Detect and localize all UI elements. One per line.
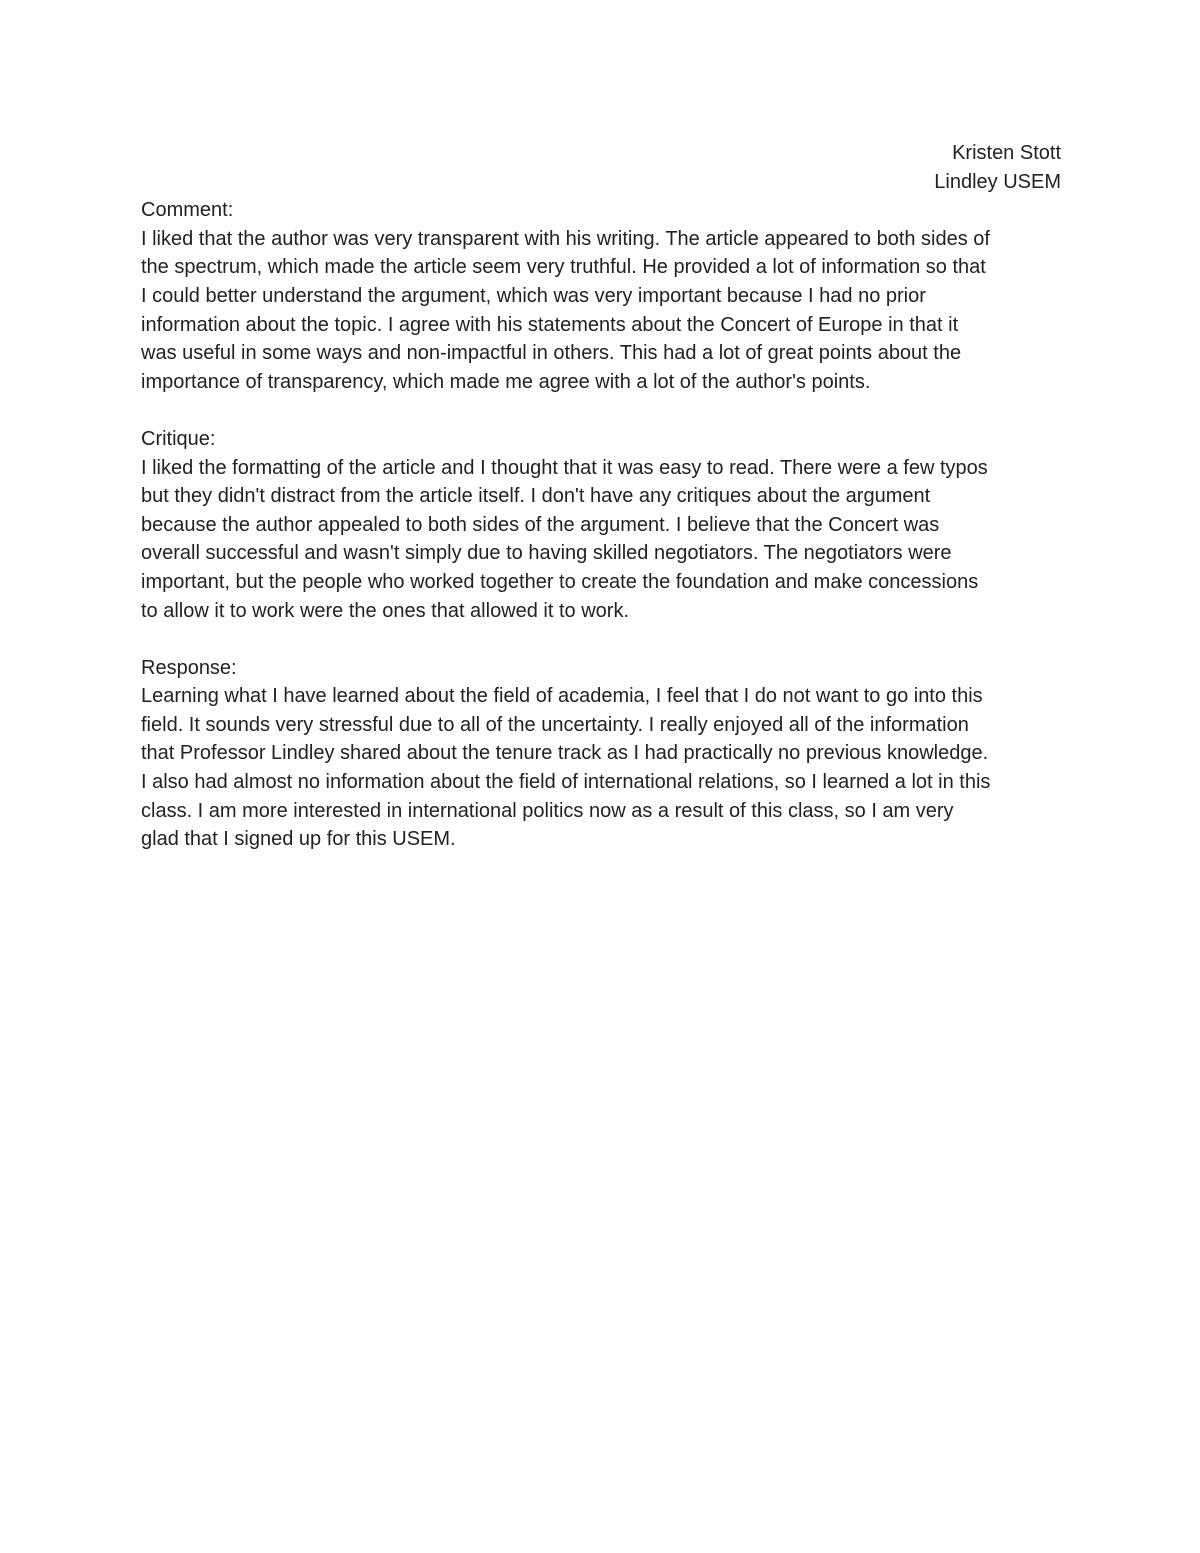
text-line: important, but the people who worked together to create the foundation and make concessions xyxy=(141,570,979,593)
text-line: field. It sounds very stressful due to all of the uncertainty. I really enjoyed all of the information xyxy=(141,713,969,736)
author-name: Kristen Stott xyxy=(952,142,1061,164)
section-label: Response: xyxy=(141,656,237,679)
section-response xyxy=(141,654,1061,854)
text-line: to allow it to work were the ones that allowed it to work. xyxy=(141,599,630,622)
section-body xyxy=(141,225,1061,397)
document-page xyxy=(141,139,1061,882)
text-line: information about the topic. I agree with his statements about the Concert of Europe in that it xyxy=(141,313,959,336)
section-body xyxy=(141,454,1061,626)
text-line: I also had almost no information about the field of international relations, so I learned a lot in this xyxy=(141,771,991,794)
section-label: Comment: xyxy=(141,199,234,222)
text-line: was useful in some ways and non-impactful in others. This had a lot of great points about the xyxy=(141,342,962,365)
section-critique xyxy=(141,425,1061,625)
text-line: glad that I signed up for this USEM. xyxy=(141,828,456,851)
course-name: Lindley USEM xyxy=(934,170,1061,193)
text-line: but they didn't distract from the article itself. I don't have any critiques about the argument xyxy=(141,485,931,508)
text-line: that Professor Lindley shared about the tenure track as I had practically no previous knowledge. xyxy=(141,742,989,765)
text-line: Learning what I have learned about the field of academia, I feel that I do not want to go into this xyxy=(141,685,983,708)
text-line: because the author appealed to both sides of the argument. I believe that the Concert was xyxy=(141,513,940,536)
section-body xyxy=(141,682,1061,854)
text-line: importance of transparency, which made me agree with a lot of the author's points. xyxy=(141,370,871,393)
text-line: class. I am more interested in international politics now as a result of this class, so I am very xyxy=(141,799,954,822)
document-header xyxy=(141,139,1061,196)
text-line: I could better understand the argument, which was very important because I had no prior xyxy=(141,284,926,307)
text-line: I liked that the author was very transparent with his writing. The article appeared to both sides of xyxy=(141,227,990,250)
text-line: overall successful and wasn't simply due to having skilled negotiators. The negotiators were xyxy=(141,542,952,565)
text-line: the spectrum, which made the article seem very truthful. He provided a lot of information so that xyxy=(141,256,986,279)
text-line: I liked the formatting of the article and I thought that it was easy to read. There were a few typos xyxy=(141,456,988,479)
section-label: Critique: xyxy=(141,427,216,450)
section-comment xyxy=(141,196,1061,396)
